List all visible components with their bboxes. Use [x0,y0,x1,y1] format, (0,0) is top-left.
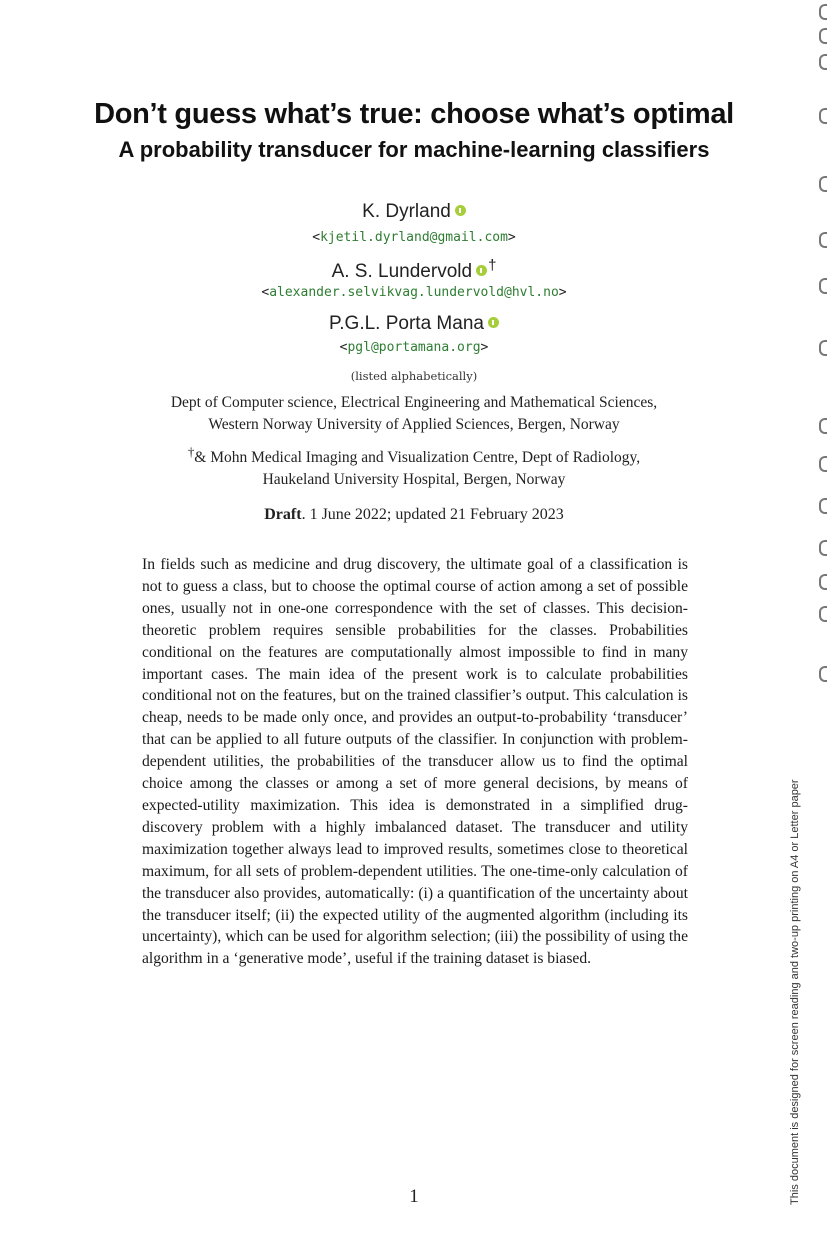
author-1-name: K. Dyrland [362,201,451,222]
paper-subtitle: A probability transducer for machine-learning classifiers [118,137,710,162]
author-3-email-link[interactable]: pgl@portamana.org [347,340,481,355]
orcid-icon[interactable] [476,265,487,276]
author-1 [0,201,828,223]
edge-mark [819,4,827,20]
edge-mark [819,176,827,192]
edge-mark [819,574,827,590]
author-3 [0,313,828,335]
edge-mark [819,232,827,248]
edge-mark [819,108,827,124]
edge-mark [819,498,827,514]
author-2-email-link[interactable]: alexander.selvikvag.lundervold@hvl.no [269,285,559,300]
draft-label: Draft [264,506,302,523]
abstract: In fields such as medicine and drug discovery, the ultimate goal of a classification is not to guess a class, but to choose the optimal course of action among a set of possible ones, usually not in one-one correspondence with the set of classes. This decision-theoretic problem requires sensible probabilities for the classes. Probabilities conditional on the features are computationally almost impossible to find in many important cases. The main idea of the present work is to calculate probabilities conditional not on the features, but on the trained classifier’s output. This calculation is cheap, needs to be made only once, and provides an output-to-probability ‘transducer’ that can be applied to all future outputs of the classifier. In conjunction with problem-dependent utilities, the probabilities of the transducer allow us to find the optimal choice among the classes or among a set of more general decisions, by means of expected-utility maximization. This idea is demonstrated in a simplified drug-discovery problem with a highly imbalanced dataset. The transducer and utility maximization together always lead to improved results, sometimes close to theoretical maximum, for all sets of problem-dependent utilities. The one-time-only calculation of the transducer also provides, automatically: (i) a quantification of the uncertainty about the transducer itself; (ii) the expected utility of the augmented algorithm (including its uncertainty), which can be used for algorithm selection; (iii) the possibility of using the algorithm in a ‘generative mode’, useful if the training dataset is biased. [142,556,688,968]
edge-mark [819,606,827,622]
author-order-note: (listed alphabetically) [350,369,478,383]
affiliation-2-line-2: Haukeland University Hospital, Bergen, Norway [262,471,566,489]
edge-mark [819,540,827,556]
orcid-icon[interactable] [455,205,466,216]
side-note: This document is designed for screen reading and two-up printing on A4 or Letter paper [789,779,801,1205]
author-2-dagger: † [488,257,497,274]
affiliation-1 [0,392,828,436]
affiliation-2 [0,441,828,491]
author-2 [0,257,828,283]
edge-mark [819,456,827,472]
draft-date-text: . 1 June 2022; updated 21 February 2023 [301,506,564,523]
edge-mark [819,418,827,434]
author-2-email: <alexander.selvikvag.lundervold@hvl.no> [261,285,567,300]
edge-mark [819,278,827,294]
right-edge-artifacts [818,0,828,700]
edge-mark [819,54,827,70]
orcid-icon[interactable] [488,317,499,328]
affiliation-2-line-1: & Mohn Medical Imaging and Visualization Centre, Dept of Radiology, [194,449,641,467]
draft-date [0,506,828,524]
paper-title: Don’t guess what’s true: choose what’s optimal [94,98,734,130]
author-3-name: P.G.L. Porta Mana [329,313,484,334]
affiliation-1-line-1: Dept of Computer science, Electrical Engineering and Mathematical Sciences, [170,394,658,411]
edge-mark [819,340,827,356]
author-1-email-link[interactable]: kjetil.dyrland@gmail.com [320,230,508,245]
page-number: 1 [409,1186,419,1207]
edge-mark [819,666,827,682]
author-2-name: A. S. Lundervold [331,261,473,282]
affiliation-2-dagger: † [187,444,195,459]
author-3-email: <pgl@portamana.org> [339,340,489,355]
author-1-email: <kjetil.dyrland@gmail.com> [312,230,516,245]
affiliation-1-line-2: Western Norway University of Applied Sciences, Bergen, Norway [208,416,620,433]
edge-mark [819,28,827,44]
